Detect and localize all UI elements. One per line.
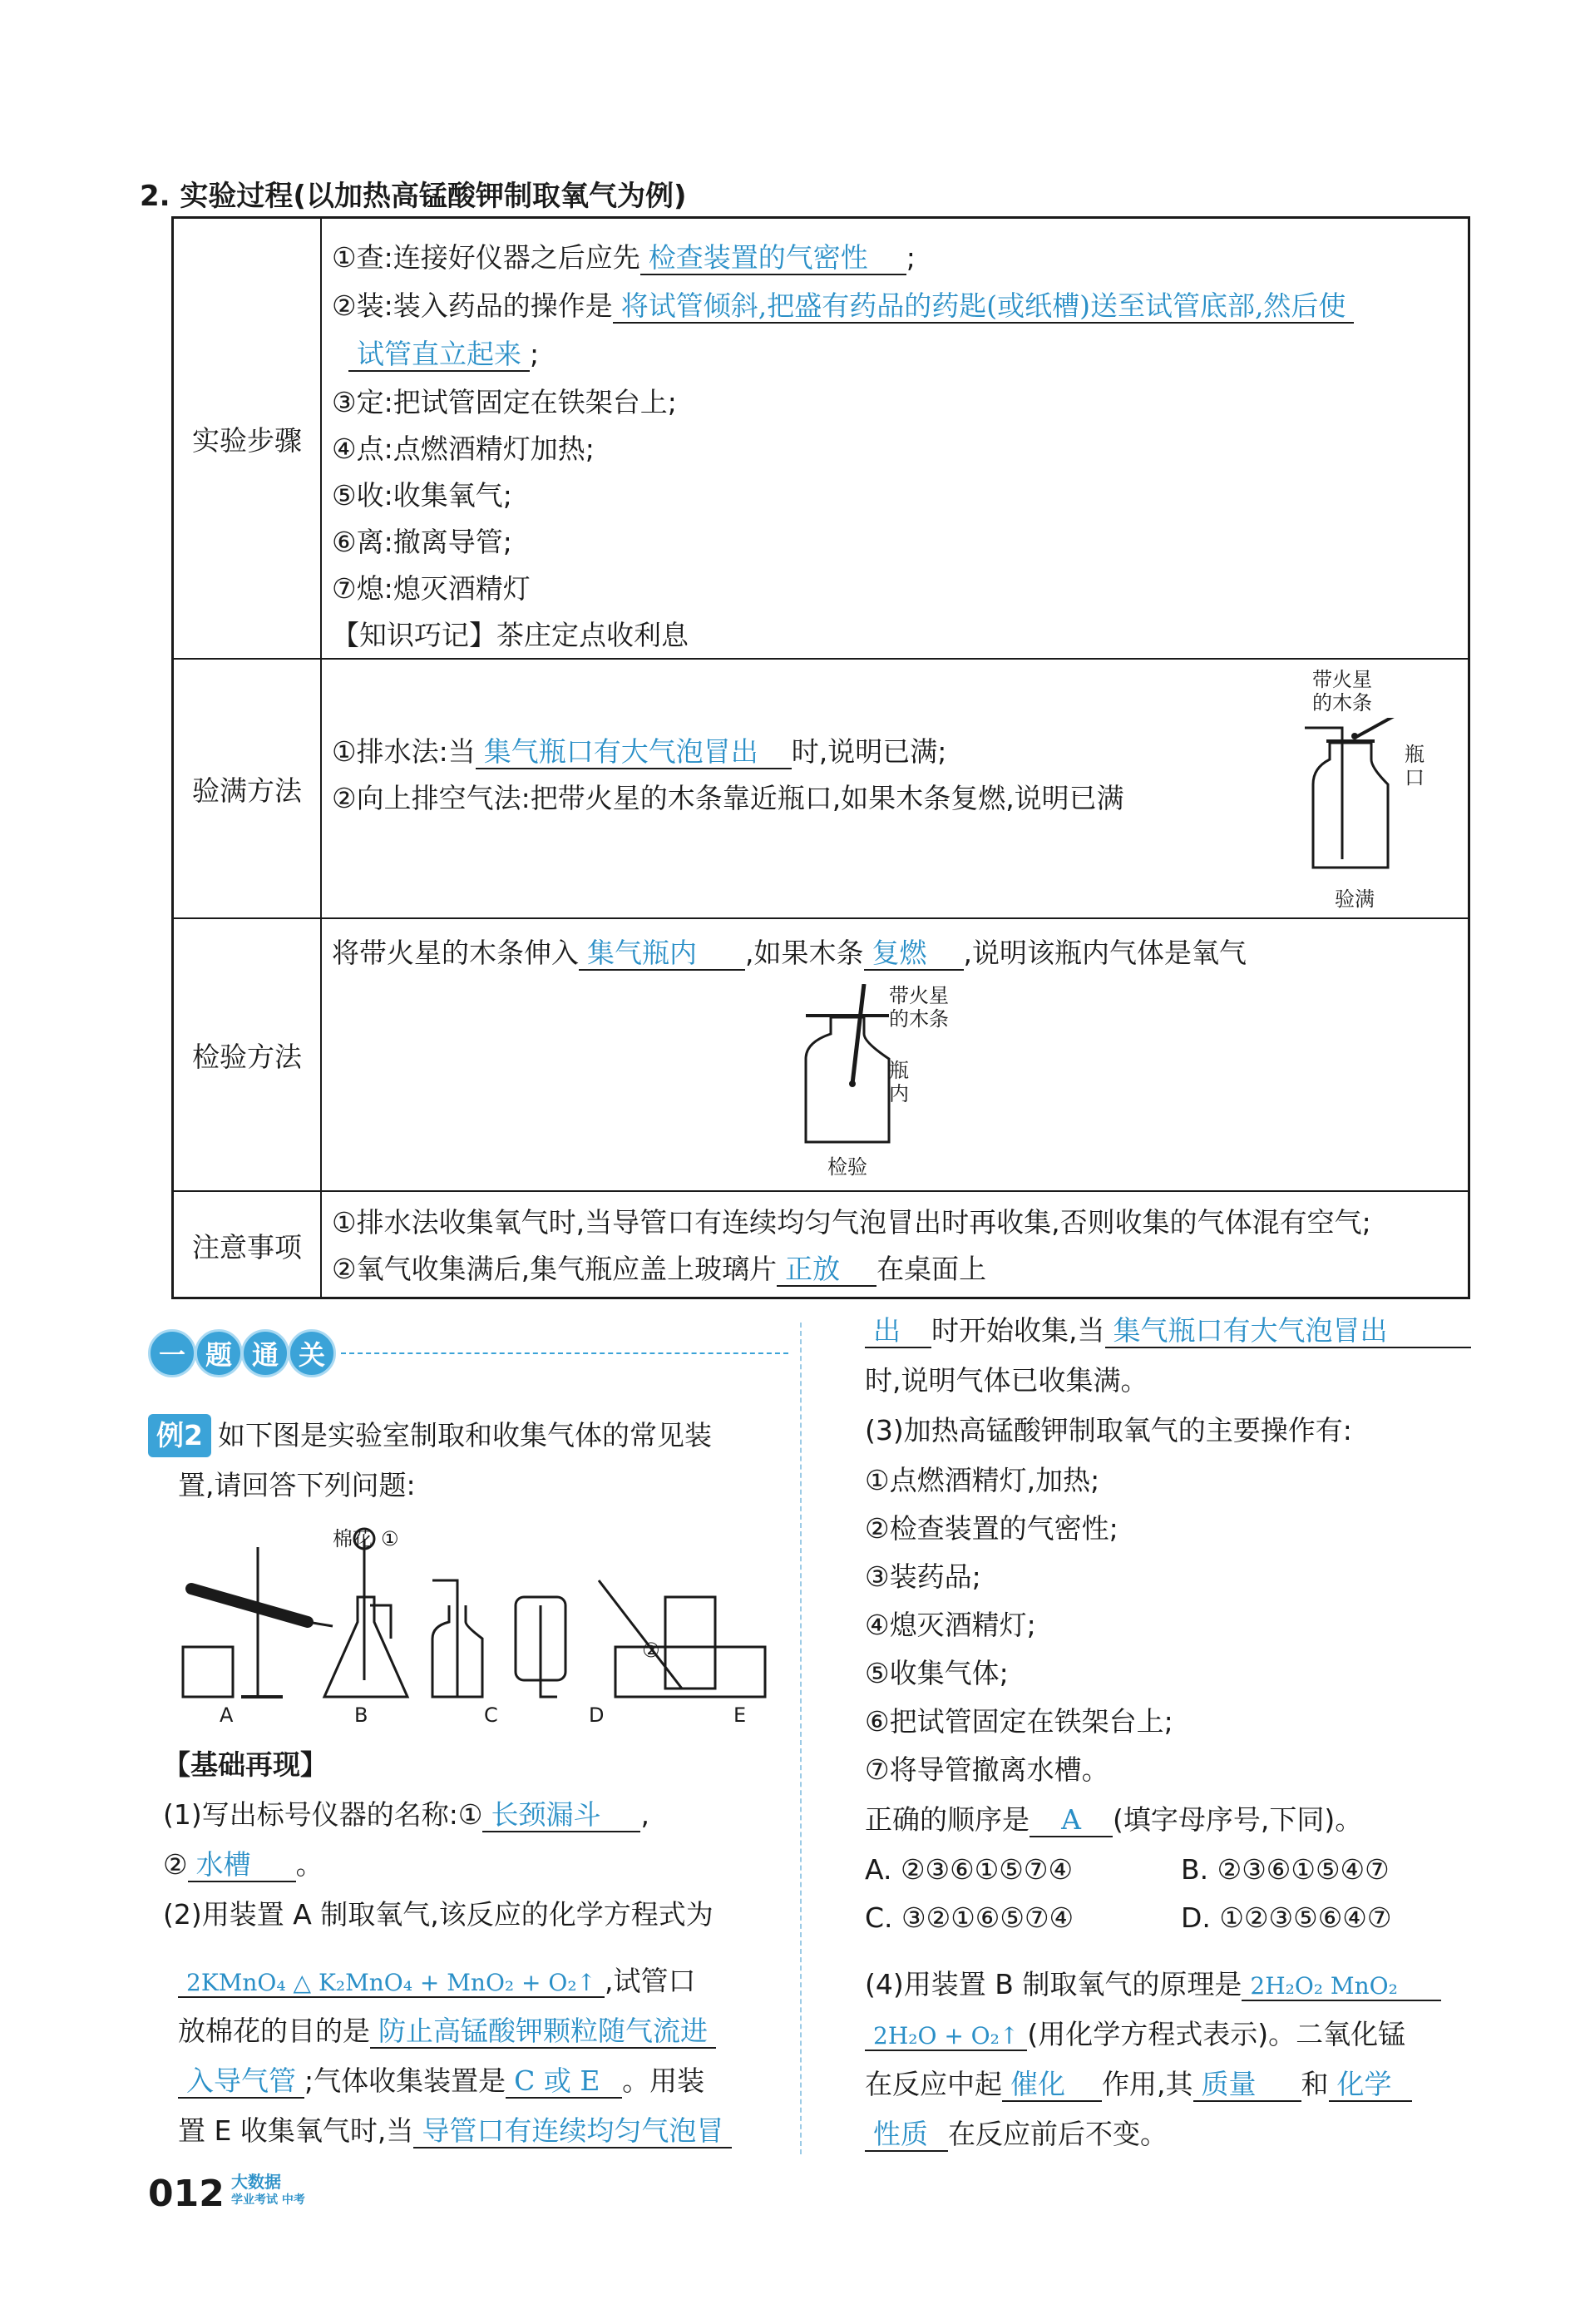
row-notes: 注意事项 ①排水法收集氧气时,当导管口有连续均匀气泡冒出时再收集,否则收集的气体混有空气; ②氧气收集满后,集气瓶应盖上玻璃片 正放 在桌面上 xyxy=(174,1192,1468,1298)
bottle-icon xyxy=(1296,718,1463,876)
page-number: 012 xyxy=(148,2173,225,2215)
answer-blank: 试管直立起来 xyxy=(348,339,530,372)
experiment-table xyxy=(171,216,1470,1299)
memory-tip: 【知识巧记】茶庄定点收利息 xyxy=(332,619,689,651)
answer-blank: 集气瓶口有大气泡冒出 xyxy=(476,736,792,769)
test-figure: 带火星的木条 瓶内 检验 xyxy=(797,984,1014,1184)
answer-blank: 检查装置的气密性 xyxy=(640,242,906,275)
example-badge: 例2 xyxy=(148,1414,211,1457)
answer-blank: 复燃 xyxy=(864,937,964,971)
row-label-steps: 实验步骤 xyxy=(174,219,322,658)
answer-blank: 集气瓶内 xyxy=(579,937,745,971)
row-steps: 实验步骤 ①查:连接好仪器之后应先 检查装置的气密性 ; ②装:装入药品的操作是 将试管倾斜,把盛有药品的药匙(或纸槽)送至试管底部,然后使 试管直立起来 ; ③定:把试管固定在铁架台上; ④点:点燃酒精灯加热; ⑤收:收集氧气; ⑥离:撤离导管; ⑦熄:熄灭酒精灯 【知识巧记】茶庄定点收利息 xyxy=(174,219,1468,660)
apparatus-icon xyxy=(166,1522,798,1705)
full-check-figure: 带火星的木条 瓶口 验满 xyxy=(1296,668,1463,909)
answer-blank: 正放 xyxy=(777,1253,876,1287)
row-full-check: 验满方法 ①排水法:当 集气瓶口有大气泡冒出 时,说明已满; ②向上排空气法:把带火星的木条靠近瓶口,如果木条复燃,说明已满 带火星的木条 瓶口 验满 xyxy=(174,660,1468,919)
apparatus-figure: 棉花 ① ② A B C D E xyxy=(166,1522,798,1730)
brand-logo: 大数据 学业考试 中考 xyxy=(231,2172,305,2207)
section-title: 2. 实验过程(以加热高锰酸钾制取氧气为例) xyxy=(140,180,687,213)
row-test: 检验方法 将带火星的木条伸入 集气瓶内 ,如果木条 复燃 ,说明该瓶内气体是氧气 带火星的木条 瓶内 检验 xyxy=(174,919,1468,1192)
answer-blank: 将试管倾斜,把盛有药品的药匙(或纸槽)送至试管底部,然后使 xyxy=(613,290,1355,324)
section-banner: 一 题 通 关 xyxy=(148,1329,788,1376)
